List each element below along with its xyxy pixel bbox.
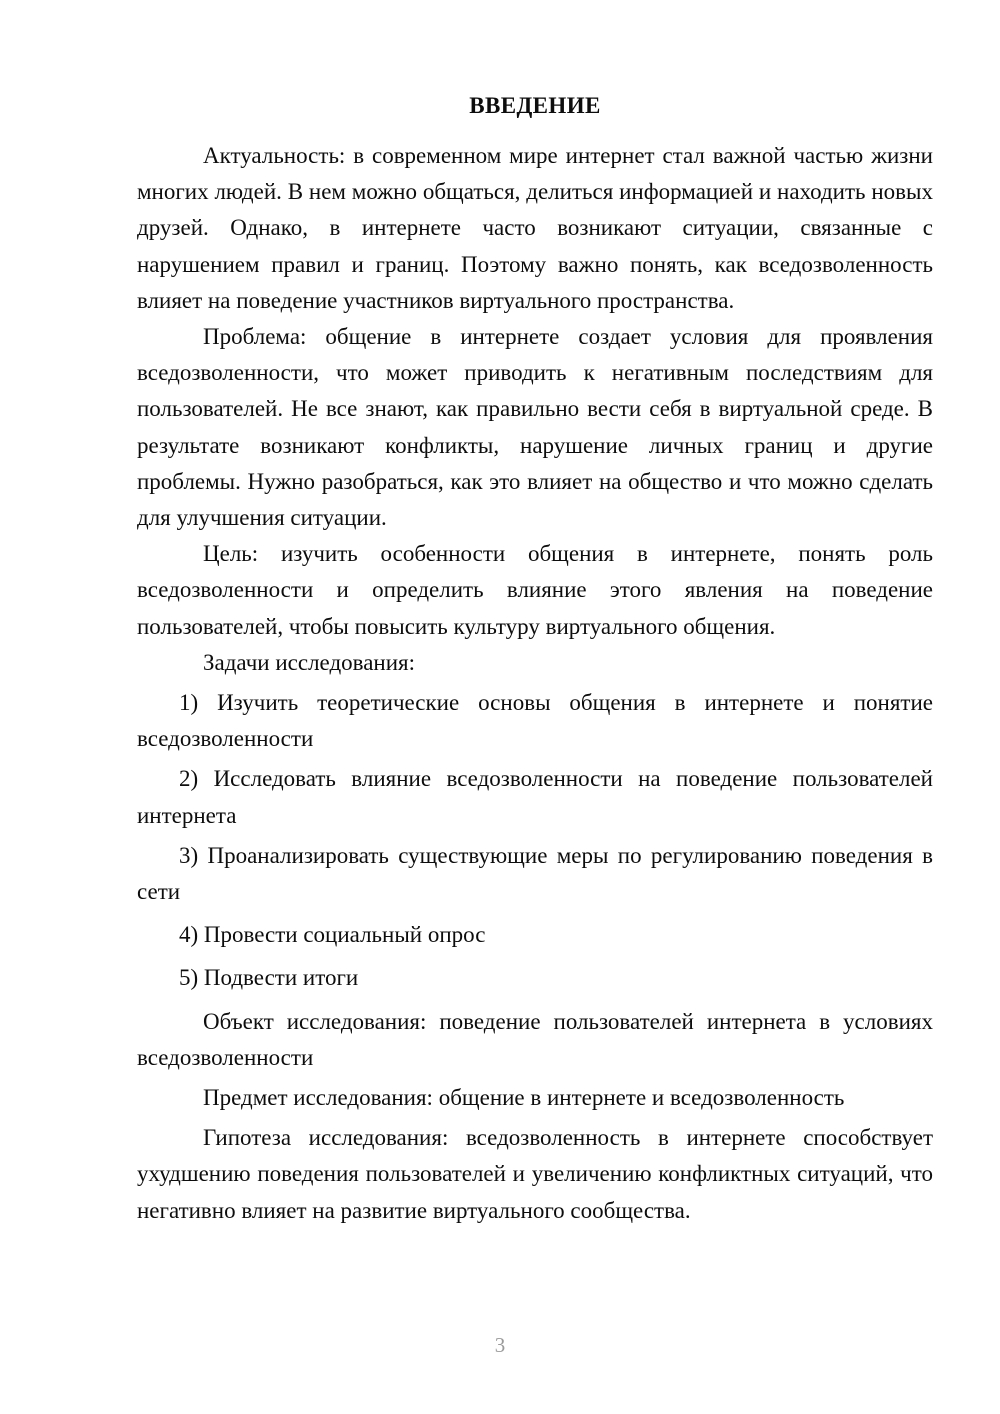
paragraph-hypothesis: Гипотеза исследования: вседозволенность в интернете способствует ухудшению поведения пользователей и увеличению конфликтных ситуаций, что негативно влияет на развитие виртуального сообщества. (137, 1125, 933, 1223)
list-item: 5) Подвести итоги (179, 965, 359, 991)
page-number: 3 (494, 1333, 506, 1357)
paragraph-goal: Цель: изучить особенности общения в интернете, понять роль вседозволенности и определить влияние этого явления на поведение пользователей, чтобы повысить культуру виртуального общения. (137, 541, 933, 639)
tasks-heading: Задачи исследования: (203, 649, 416, 675)
paragraph-subject: Предмет исследования: общение в интернете и вседозволенность (203, 1085, 845, 1111)
list-item: 1) Изучить теоретические основы общения в интернете и понятие вседозволенности (137, 690, 933, 752)
list-item: 4) Провести социальный опрос (179, 922, 486, 948)
spacer (137, 953, 933, 960)
document-body (137, 88, 933, 1229)
list-item: 3) Проанализировать существующие меры по регулированию поведения в сети (137, 842, 933, 905)
paragraph-object: Объект исследования: поведение пользователей интернета в условиях вседозволенности (137, 1008, 933, 1070)
paragraph-problem: Проблема: общение в интернете создает условия для проявления вседозволенности, что может приводить к негативным последствиям для пользователей. Не все знают, как правильно вести себя в виртуальной среде. В результате возникают конфликты, нарушение личных границ и другие проблемы. Нужно разобраться, как это влияет на общество и что можно сделать для улучшения ситуации. (137, 324, 933, 531)
list-item: 2) Исследовать влияние вседозволенности на поведение пользователей интернета (137, 766, 933, 828)
page-title: ВВЕДЕНИЕ (469, 93, 601, 118)
spacer (137, 997, 933, 1004)
paragraph-relevance: Актуальность: в современном мире интернет стал важной частью жизни многих людей. В нем можно общаться, делиться информацией и находить новых друзей. Однако, в интернете часто возникают ситуации, связанные с нарушением правил и границ. Поэтому важно понять, как вседозволенность влияет на поведение участников виртуального пространства. (137, 143, 933, 313)
spacer (137, 910, 933, 917)
